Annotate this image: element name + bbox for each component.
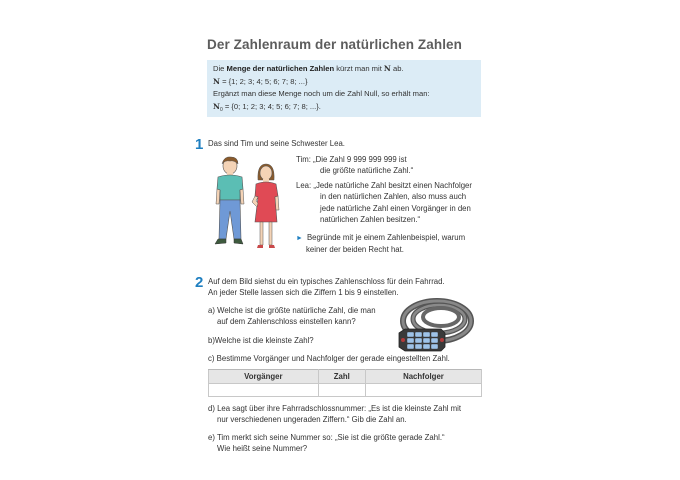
task-number-1: 1 <box>195 136 204 153</box>
text: kürzt man mit <box>334 64 384 73</box>
natural-numbers-symbol: N <box>383 64 391 73</box>
text: Die <box>213 64 227 73</box>
lea-figure <box>252 164 279 248</box>
column-header-vorgaenger: Vorgänger <box>209 370 319 384</box>
cell-nachfolger[interactable] <box>365 384 481 397</box>
tim-statement <box>296 154 413 177</box>
task2-question-a <box>208 305 376 328</box>
prompt-line-1: Begründe mit je einem Zahlenbeispiel, warum <box>306 233 466 242</box>
question-d-line-1: d) Lea sagt über ihre Fahrradschlossnummer: „Es ist die kleinste Zahl mit <box>208 404 462 413</box>
definition-box <box>207 60 481 117</box>
table-row <box>209 384 482 397</box>
definition-line-3: Ergänzt man diese Menge noch um die Zahl Null, so erhält man: <box>213 89 430 98</box>
column-header-nachfolger: Nachfolger <box>365 370 481 384</box>
question-d-line-2: nur verschiedenen ungeraden Ziffern.“ Gib die Zahl an. <box>217 415 407 425</box>
question-e-line-1: e) Tim merkt sich seine Nummer so: „Sie ist die größte gerade Zahl.“ <box>208 433 445 442</box>
table-header-row <box>209 370 482 384</box>
task2-question-c: c) Bestimme Vorgänger und Nachfolger der gerade eingestellten Zahl. <box>208 354 450 363</box>
definition-line-2 <box>213 76 475 89</box>
definition-line-4 <box>213 101 475 117</box>
speaker-lea: Lea: <box>296 181 312 190</box>
question-a-line-2: auf dem Zahlenschloss einstellen kann? <box>217 317 356 327</box>
natural-numbers-symbol: N <box>213 76 220 86</box>
tim-figure <box>215 157 244 244</box>
lea-quote-line-4: natürlichen Zahlen besitzen.“ <box>320 214 421 224</box>
tim-quote-line-1: „Die Zahl 9 999 999 999 ist <box>313 155 407 164</box>
task2-question-d <box>208 403 461 426</box>
subscript-zero: 0 <box>219 106 223 113</box>
page-title: Der Zahlenraum der natürlichen Zahlen <box>207 37 463 52</box>
task1-intro: Das sind Tim und seine Schwester Lea. <box>208 139 345 148</box>
task2-intro-line-1: Auf dem Bild siehst du ein typisches Zahlenschloss für dein Fahrrad. <box>208 277 445 286</box>
task1-prompt <box>296 232 465 256</box>
text: ab. <box>390 64 404 73</box>
prompt-line-2: keiner der beiden Recht hat. <box>306 245 404 255</box>
triangle-arrow-icon: ► <box>296 235 303 242</box>
cell-zahl[interactable] <box>318 384 365 397</box>
bold-term: Menge der natürlichen Zahlen <box>226 64 335 73</box>
task2-intro-line-2: An jeder Stelle lassen sich die Ziffern 1 bis 9 einstellen. <box>208 288 399 298</box>
set-notation: = {1; 2; 3; 4; 5; 6; 7; 8; ...} <box>219 76 308 86</box>
tim-and-lea-illustration <box>208 156 288 249</box>
lea-quote-line-3: jede natürliche Zahl einen Vorgänger in den <box>320 203 471 213</box>
task-number-2: 2 <box>195 274 204 291</box>
natural-numbers-symbol: N <box>213 101 220 111</box>
lea-statement <box>296 180 472 225</box>
lea-quote-line-1: „Jede natürliche Zahl besitzt einen Nachfolger <box>313 181 472 190</box>
predecessor-successor-table <box>208 369 482 397</box>
speaker-tim: Tim: <box>296 155 311 164</box>
column-header-zahl: Zahl <box>318 370 365 384</box>
cell-vorgaenger[interactable] <box>209 384 319 397</box>
task2-question-b: b)Welche ist die kleinste Zahl? <box>208 336 314 345</box>
question-a-line-1: a) Welche ist die größte natürliche Zahl, die man <box>208 306 376 315</box>
question-e-line-2: Wie heißt seine Nummer? <box>217 444 308 454</box>
task2-question-e <box>208 432 445 455</box>
tim-quote-line-2: die größte natürliche Zahl.“ <box>320 166 414 176</box>
set-notation: = {0; 1; 2; 3; 4; 5; 6; 7; 8; ...}. <box>222 101 321 111</box>
bike-combination-lock-illustration <box>391 295 475 359</box>
definition-line-1 <box>213 63 475 76</box>
lea-quote-line-2: in den natürlichen Zahlen, also muss auch <box>320 192 467 202</box>
